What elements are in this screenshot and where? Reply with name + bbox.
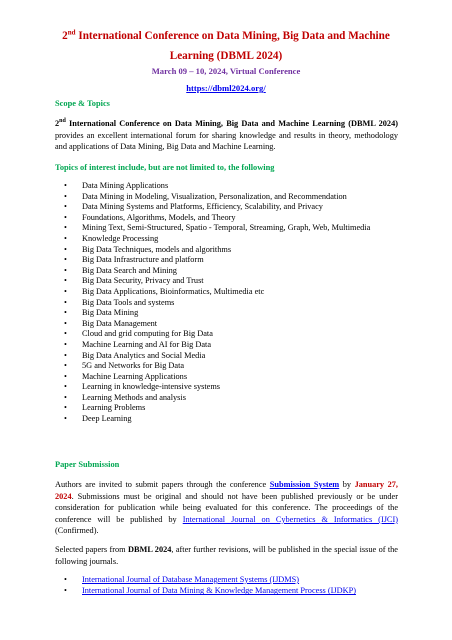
topic-label: Machine Learning and AI for Big Data [82,339,212,349]
topic-label: Big Data Management [82,318,158,328]
submission-text-b: by [339,480,355,489]
topic-label: Data Mining Systems and Platforms, Efficiency, Scalability, and Privacy [82,202,323,212]
submission-system-link[interactable]: Submission System [269,480,340,489]
bullet-icon: • [64,212,67,222]
submission-text-d: (Confirmed). [55,526,99,536]
topic-label: Big Data Techniques, models and algorithms [82,244,232,254]
scope-paragraph [55,118,398,153]
bullet-icon: • [64,276,67,286]
selected-papers-paragraph [55,544,398,567]
selected-text-a: Selected papers from [55,545,128,554]
submission-text-a: Authors are invited to submit papers through the conference [55,480,270,489]
topic-label: Data Mining in Modeling, Visualization, Personalization, and Recommendation [82,191,347,201]
topic-label: Big Data Tools and systems [82,297,175,307]
topic-item [55,192,400,203]
topic-label: Big Data Security, Privacy and Trust [82,276,204,286]
bullet-icon: • [64,371,67,381]
bullet-icon: • [64,223,67,233]
journal-link[interactable]: International Journal of Data Mining & Knowledge Management Process (IJDKP) [82,586,356,596]
journal-item [55,585,400,596]
topic-item [55,414,400,425]
submission-heading: Paper Submission [55,460,120,469]
journal-link[interactable]: International Journal of Database Management Systems (IJDMS) [82,575,300,584]
submission-deadline: January 27, 2024 [55,480,398,501]
intro-text: provides an excellent international forum for sharing knowledge and results in theory, methodology and applications of Data Mining, Big Data and Machine Learning. [55,130,398,152]
topic-item [55,223,400,234]
topic-item [55,213,400,224]
topic-label: Data Mining Applications [82,181,169,190]
selected-text-b: , after further revisions, will be published in the special issue of the following journals. [55,545,398,566]
topic-item [55,276,400,287]
topic-item [55,298,400,309]
conference-url-link[interactable]: https://dbml2024.org/ [186,83,266,93]
bullet-icon: • [64,244,67,254]
bullet-icon: • [64,308,67,318]
journals-list [55,574,400,597]
bullet-icon: • [64,361,67,371]
conference-title [40,26,412,66]
topic-label: Deep Learning [82,414,132,424]
topic-item [55,319,400,330]
topic-item [55,382,400,393]
topic-item [55,255,400,266]
bullet-icon: • [64,403,67,413]
topic-label: Big Data Infrastructure and platform [82,255,204,265]
bullet-icon: • [64,329,67,339]
conference-dates: March 09 – 10, 2024, Virtual Conference [151,66,301,76]
topic-label: Big Data Search and Mining [82,265,177,275]
bullet-icon: • [64,414,67,424]
topics-heading: Topics of interest include, but are not limited to, the following [55,163,275,172]
topic-item [55,266,400,277]
journal-item [55,574,400,585]
intro-conference-name: International Conference on Data Mining, Big Data and Machine Learning (DBML 2024) [65,119,398,128]
bullet-icon: • [64,255,67,265]
submission-text-c: . Submissions must be original and should not have been published previously or be under consideration for publication while being evaluated for this conference. The proceedings of the conference will be published by [55,491,398,524]
bullet-icon: • [64,586,67,596]
conference-url [0,83,452,93]
topic-item [55,351,400,362]
bullet-icon: • [64,318,67,328]
topic-item [55,340,400,351]
topic-label: Machine Learning Applications [82,371,188,381]
bullet-icon: • [64,392,67,402]
bullet-icon: • [64,202,67,212]
selected-conference-name: DBML 2024 [128,545,172,554]
topic-item [55,361,400,372]
title-ordinal: 2 [62,30,68,42]
topic-label: 5G and Networks for Big Data [82,361,185,371]
intro-ordinal-suffix: nd [59,118,66,125]
bullet-icon: • [64,265,67,275]
title-ordinal-suffix: nd [67,28,76,37]
bullet-icon: • [64,233,67,243]
bullet-icon: • [64,350,67,360]
scope-heading: Scope & Topics [55,99,110,108]
topic-label: Learning Problems [82,403,146,413]
topic-item [55,403,400,414]
topic-label: Cloud and grid computing for Big Data [82,329,213,339]
bullet-icon: • [64,575,67,584]
topic-item [55,393,400,404]
bullet-icon: • [64,181,67,190]
topic-item [55,202,400,213]
topic-label: Big Data Analytics and Social Media [82,350,206,360]
topic-item [55,308,400,319]
topic-label: Big Data Mining [82,308,139,318]
topics-list [55,181,400,425]
topic-item [55,181,400,192]
topic-item [55,234,400,245]
topic-label: Learning in knowledge-intensive systems [82,382,221,392]
topic-item [55,329,400,340]
bullet-icon: • [64,339,67,349]
bullet-icon: • [64,297,67,307]
topic-label: Foundations, Algorithms, Models, and Theory [82,212,236,222]
topic-item [55,245,400,256]
topic-item [55,372,400,383]
intro-ordinal: 2 [55,119,60,128]
bullet-icon: • [64,382,67,392]
topic-label: Knowledge Processing [82,233,159,243]
topic-label: Learning Methods and analysis [82,392,186,402]
topic-item [55,287,400,298]
proceedings-journal-link[interactable]: International Journal on Cybernetics & Informatics (IJCI) [182,514,398,524]
submission-paragraph [55,479,398,537]
title-text: International Conference on Data Mining, Big Data and Machine Learning (DBML 2024) [75,30,390,62]
bullet-icon: • [64,286,67,296]
bullet-icon: • [64,191,67,201]
topic-label: Mining Text, Semi-Structured, Spatio - Temporal, Streaming, Graph, Web, Multimedia [82,223,371,233]
topic-label: Big Data Applications, Bioinformatics, Multimedia etc [82,286,265,296]
